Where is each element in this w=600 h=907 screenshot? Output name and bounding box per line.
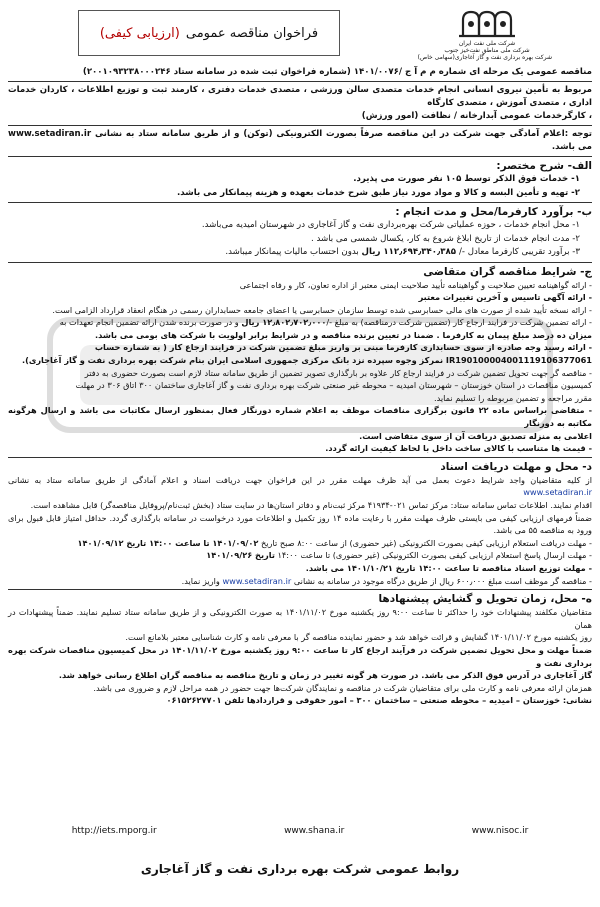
deadline-3: - مهلت توزیع اسناد مناقصه تا ساعت ۱۴:۰۰ تاریخ ۱۴۰۱/۱۰/۲۱ می باشد. [305, 562, 592, 573]
divider [8, 156, 592, 157]
section-b-title: ب- برآورد کارفرما/محل و مدت انجام : [395, 206, 592, 218]
shana-link[interactable]: www.shana.ir [284, 826, 345, 836]
deadline-2 [8, 549, 592, 562]
section-c-p6: - ارائه رسید وجه صادره از سوی حسابداری کارفرما مبنی بر واریز مبلغ تضمین شرکت در فرایند ارجاع کار ( به شماره حساب [94, 342, 592, 353]
fee-note: واریز نماید. [181, 575, 223, 586]
section-b-item-3 [8, 246, 592, 260]
estimate-note: بدون احتساب مالیات پیمانکار میباشد. [225, 247, 362, 257]
iban-note: نمرکز وجوه سپرده نزد بانک مرکزی جمهوری اسلامی ایران بنام شرکت بهره برداری نفت و گاز آغاجاری). [21, 355, 446, 366]
intro-line-2: مربوط به تأمین نیروی انسانی انجام خدمات متصدی سالن ورزشی ، متصدی خدمات دفتری ، کارمند ثبت و توزیع اطلاعات ، کاردان خدمات اداری ، متصدی آموزش ، متصدی کارگاه [8, 85, 592, 108]
section-c-p7 [8, 354, 592, 367]
estimate-amount: ۱۱۲٫۶۹۴٫۳۴۰٫۳۸۵ ریال [361, 247, 459, 257]
deadline-4 [8, 575, 592, 588]
section-c-p2: - ارائه آگهی تاسیس و آخرین تغییرات معتبر [418, 292, 592, 303]
nioc-logo-icon [455, 6, 519, 40]
section-c-p12: اعلامی به منزله تصدیق دریافت آن از سوی متقاضی است. [359, 430, 592, 441]
company-logo [417, 6, 552, 62]
section-d-p2: اقدام نمایند. اطلاعات تماس سامانه ستاد: مرکز تماس ۰۲۱-۴۱۹۳۴ مرکز ثبت‌نام و دفاتر استان‌ها در سایت ستاد (بخش ثبت‌نام/پروفایل مناقصه‌گر) قابل مشاهده است. [30, 500, 592, 510]
section-d-title: د- محل و مهلت دریافت اسناد [440, 460, 592, 473]
section-c-p13: - قیمت ها متناسب با کالای ساخت داخل با لحاظ کیفیت ارائه گردد. [325, 443, 592, 454]
section-c-title: ج- شرایط مناقصه گران متقاضی [423, 265, 592, 278]
invite-text: از کلیه متقاضیان واجد شرایط دعوت بعمل می آید ظرف مهلت مقرر در این فراخوان جهت دریافت اسناد و اعلام آمادگی از طریق سامانه ستاد به نشانی [8, 474, 592, 485]
section-c-p10: مقرر مراجعه و تضمین مربوطه را تسلیم نماید. [433, 392, 592, 403]
section-d-p3: ضمناً فرمهای ارزیابی کیفی می بایستی ظرف مهلت مقرر با رعایت ماده ۱۴ روز تکمیل و اطلاعات مورد درخواست در سامانه بارگذاری گردد. حداقل امتیاز قابل قبول برای ورود به مناقصه ۵۵ می باشد. [8, 512, 592, 536]
footer-signature: روابط عمومی شرکت بهره برداری نفت و گاز آغاجاری [140, 862, 460, 876]
divider [8, 457, 592, 458]
nisoc-link[interactable]: www.nisoc.ir [471, 826, 529, 836]
logo-line-1: شرکت ملی نفت ایران [458, 40, 516, 47]
intro-line-1: مناقصه عمومی یک مرحله ای شماره م م آ ج /۱۴۰۱/۰۰۷۶ (شماره فراخوان ثبت شده در سامانه ستاد ۲۰۰۱۰۹۳۲۳۸۰۰۰۲۴۶) [82, 67, 592, 77]
section-a-item-2: ۲- تهیه و تأمین البسه و کالا و مواد مورد نیاز طبق شرح خدمات بعهده و هزینه پیمانکار می باشد. [177, 187, 580, 198]
divider [8, 125, 592, 126]
setad-link[interactable]: www.setadiran.ir [523, 487, 592, 498]
section-b-item-1: ۱- محل انجام خدمات ، حوزه عملیاتی شرکت بهره‌برداری نفت و گاز آغاجاری در شهرستان امیدیه می‌باشد. [201, 220, 580, 230]
section-d-p1 [8, 474, 592, 499]
fee-label: - مناقصه گر موظف است مبلغ ۶۰۰٫۰۰۰ ریال از طریق درگاه موجود در سامانه به نشانی [291, 575, 592, 586]
deadline-2-dates: تاریخ ۱۴۰۱/۰۹/۲۶ [206, 550, 275, 561]
section-c-p11: - متقاضی براساس ماده ۲۲ قانون برگزاری مناقصات موظف به اعلام شماره دورنگار فعال بمنظور ارسال مکاتبات می باشد و ارسال هرگونه مکاتبه به دورنگار [8, 405, 592, 429]
logo-line-3: شرکت بهره برداری نفت و گاز آغاجاری(سهامی خاص) [417, 54, 552, 61]
divider [8, 81, 592, 82]
setad-link-2[interactable]: www.setadiran.ir [222, 575, 292, 586]
page-title [78, 10, 340, 56]
guarantee-note: و در صورت برنده شدن ارائه تضمین انجام تعهدات به [59, 317, 242, 328]
deadline-1 [8, 537, 592, 550]
title-prefix: فراخوان مناقصه عمومی [185, 25, 319, 41]
section-e-title: ه- محل، زمان تحویل و گشایش پیشنهادها [378, 593, 592, 606]
section-c-p4 [8, 316, 592, 329]
guarantee-label: - ارائه تضمین شرکت در فرایند ارجاع کار (تضمین شرکت درمناقصه) به مبلغ -/ [326, 317, 592, 328]
section-c-p9: کمیسیون مناقصات در استان خوزستان – شهرستان امیدیه – محوطه غیر صنعتی شرکت بهره برداری نفت و گاز آغاجاری ساختمان ۳۰۰ اتاق ۳۰۶ در مهلت [75, 380, 592, 391]
divider [8, 589, 592, 590]
iets-link[interactable]: http://iets.mporg.ir [71, 826, 157, 836]
footer-links [8, 826, 592, 836]
title-highlight: (ارزیابی کیفی) [99, 25, 180, 41]
intro-line-3: ، کارگرخدمات عمومی آبدارخانه / نظافت (امور ورزش) [361, 111, 592, 121]
section-e-p2: روز یکشنبه مورخ ۱۴۰۱/۱۱/۰۲ گشایش و قرائت خواهد شد و حضور نماینده مناقصه گر با معرفی نامه و کارت شناسایی معتبر بلامانع است. [125, 632, 592, 643]
section-a-item-1: ۱- خدمات فوق الذکر توسط ۱۰۵ نفر صورت می پذیرد. [353, 174, 580, 184]
notice-body [8, 66, 592, 707]
divider [8, 202, 592, 203]
divider [8, 262, 592, 263]
deadline-1-label: - مهلت دریافت استعلام ارزیابی کیفی بصورت الکترونیکی (غیر حضوری) از ساعت ۸:۰۰ صبح تاریخ [258, 537, 592, 548]
section-c-p3: - ارائه نسخه تأیید شده از صورت های مالی حسابرسی شده توسط سازمان حسابرسی یا اعضای جامعه حسابداران رسمی در هنگام انعقاد قرارداد الزامی است. [52, 304, 592, 315]
section-b-item-2: ۲- مدت انجام خدمات از تاریخ ابلاغ شروع به کار، یکسال شمسی می باشد . [311, 233, 580, 244]
guarantee-amount: ۱۲٫۸۰۲٫۷۰۲٫۰۰۰ ریال [241, 317, 327, 328]
deadline-1-dates: ۱۴۰۱/۰۹/۰۲ تا ساعت ۱۴:۰۰ تاریخ ۱۴۰۱/۰۹/۱۲ [77, 537, 259, 548]
section-c-p1: - ارائه گواهینامه تعیین صلاحیت و گواهینامه تأیید صلاحیت ایمنی معتبر از اداره تعاون، کار و رفاه اجتماعی [239, 279, 592, 290]
section-e-p5: همزمان ارائه معرفی نامه و کارت ملی برای متقاضیان شرکت در مناقصه و نمایندگان شرکت‌ها جهت حضور در همه مراحل لازم و ضروری می باشد. [93, 682, 592, 693]
section-c-p5: میزان ده درصد مبلغ پیمان به کارفرما . ضمنا در تعیین برنده مناقصه و در شرایط برابر اولویت با شرکت های بومی می باشد. [95, 329, 592, 340]
iban-number: IR190100004001119106377061 [445, 355, 592, 366]
section-c-p8: - مناقصه گر جهت تحویل تضمین شرکت در فرایند ارجاع کار علاوه بر بارگذاری تصویر تضمین از طریق سامانه ستاد لازم است بصورت حضوری به دفتر [84, 367, 592, 378]
section-e-p3: ضمناً مهلت و محل تحویل تضمین شرکت در فرآیند ارجاع کار تا ساعت ۹:۰۰ روز یکشنبه مورخ ۱۴۰۱/۱۱/۰۲ در محل کمیسیون مناقصات شرکت بهره برداری نفت و [8, 644, 592, 668]
estimate-label: ۳- برآورد تقریبی کارفرما معادل -/ [458, 247, 580, 257]
section-a-title: الف- شرح مختصر: [496, 160, 592, 172]
logo-line-2: شرکت ملی مناطق نفت‌خیز جنوب [444, 47, 530, 54]
header [8, 6, 592, 62]
section-e-p1: متقاضیان مکلفند پیشنهادات خود را حداکثر تا ساعت ۹:۰۰ روز یکشنبه مورخ ۱۴۰۱/۱۱/۰۲ به صورت الکترونیکی و از طریق سامانه ستاد تسلیم نمایند. ضمناً پیشنهادات در همان [8, 607, 593, 630]
intro-notice: توجه :اعلام آمادگی جهت شرکت در این مناقصه صرفاً بصورت الکترونیکی (توکن) و از طریق سامانه ستاد به نشانی www.setadiran.ir می باشد. [8, 129, 592, 152]
section-e-address: نشانی: خوزستان – امیدیه – محوطه صنعتی – ساختمان ۳۰۰ – امور حقوقی و قراردادها تلفن ۰۶۱۵۲۶۲۷۷۰۱ [166, 695, 592, 706]
section-e-p4: گاز آغاجاری در آدرس فوق الذکر می باشد. در صورت هر گونه تغییر در زمان و تاریخ مناقصه به مناقصه گران اطلاع رسانی خواهد شد. [58, 670, 592, 681]
deadline-2-label: - مهلت ارسال پاسخ استعلام ارزیابی کیفی بصورت الکترونیکی (غیر حضوری) تا ساعت ۱۴:۰۰ [274, 550, 592, 561]
